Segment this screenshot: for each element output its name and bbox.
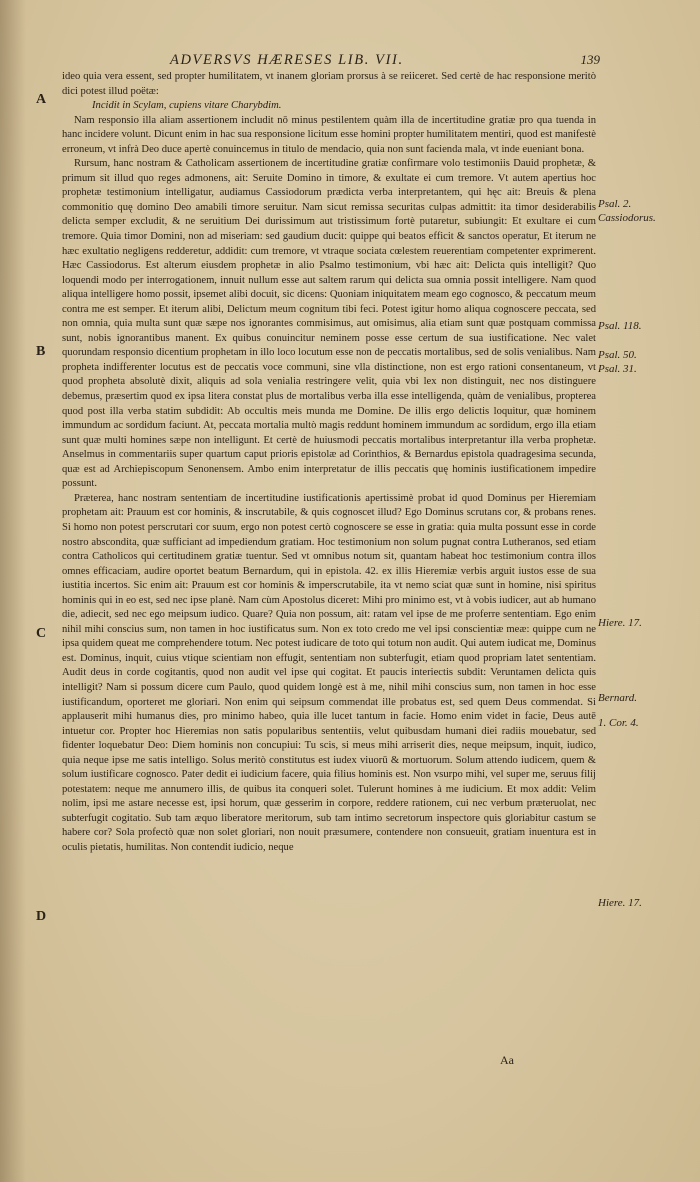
main-text-block — [62, 70, 596, 856]
marginal-note: Psal. 118. — [598, 320, 642, 332]
marginal-note: Psal. 31. — [598, 363, 637, 375]
running-head: ADVERSVS HÆRESES LIB. VII. — [170, 52, 404, 68]
marginal-note: Psal. 2. — [598, 198, 632, 210]
section-marker-d: D — [36, 909, 47, 924]
section-marker-b: B — [36, 344, 46, 359]
marginal-note: Psal. 50. — [598, 349, 637, 361]
paragraph: Præterea, hanc nostram sententiam de incertitudine iustificationis apertissimè probat id quod Dominus per Hieremiam prophetam ait: Prauum est cor hominis, & inscrutabile, & quis cognoscet illud? Ego Dominus scrutans cor, & probans renes. Si homo non potest perscrutari cor suum, ergo non potest certò cognoscere se esse in gratia: quia multa possunt esse in corde nostro abscondita, quæ sufficiant ad impediendum gratiam. Hoc testimonium non solum pugnat contra Lutheranos, sed etiam contra Catholicos qui certitudinem gratiæ tuentur. Sed vt omnibus notum sit, quantam habeat hoc testimonium contra illos omnes efficaciam, audire oportet beatum Bernardum, qui in epistola. 42. ex illis Hieremiæ verbis arguit iustos esse de sua iustitia incertos. Sic enim ait: Prauum est cor hominis & imperscrutabile, ita vt nemo sciat quæ sunt in homine, nisi spiritus hominis qui in eo est, sed nec ipse planè. Nam cùm Apostolus diceret: Mihi pro minimo est, vt à vobis iudicer, aut ab humano die, adiecit, sed nec ego meipsum iudico. Quare? Quia non possum, ait: ratam vel ipse de me proferre sententiam. Ego enim nihil mihi conscius sum, non tamen in hoc iustificatus sum. Non ex toto credo me vel ipsi conscientiæ meæ: quippe cum ne ipsa quidem queat me comprehendere totum. Nec potest iudicare de toto qui totum non audit. Qui autem iudicat me, Dominus est. Dominus, inquit, cuius vtique scientiam non effugit, sententiam non subterfugit, etiam quod propriam latet sententiam. Audit deus in corde cogitantis, quod non audit vel ipse qui cogitat. Et paucis interiectis subdit: Veruntamen delicta quis intelligit? Nam si possum dicere cum Paulo, quod quidem longè est à me, nihil mihi conscius sum, non tamen in hoc esse iustificandum, oporteret me gloriari. Non enim qui seipsum commendat ille probatus est, sed quem Deus commendat. Si applauserit mihi humanus dies, pro minimo habeo, quia ille lucet tantum in facie. Homo enim videt in facie, Deus autē intuetur cor. Propter hoc Hieremias non satis popularibus sententiis, velut quibusdam humani diei radiis mouebatur, sed fidenter loquebatur Deo: Diem hominis non concupiui: Tu scis, si meus mihi arriserit dies, neque meipsum, inquit, iudico, quia neque ipse me satis intelligo. Solus meritò constitutus est iudex viuorū & mortuorum. Solum attendo iudicem, quem & solum iustificare cognosco. Pater dedit ei iudicium facere, quia filius hominis est. Non vsurpo mihi, vel super me, seruus filij potestatem: neque me annumero illis, de quibus ita conqueri solet. Tulerunt homines à me iudicium. Et mox addit: Velim nolim, ipsi me astare necesse est, ipsi horum, quæ gesserim in corpore, reddere rationem, cui nec verbum præteruolat, nec subterfugit cogitatio. Sub tam æquo liberatore meritorum, sub tam intimo secretorum inspectore quis gloriabitur castum se habere cor? Sola profectò quæ non solet gloriari, non nouit præsumere, contendere non consueuit, gratiam inuentura est in oculis pietatis, humilitas. Non contendit iudicio, neque — [62, 492, 596, 853]
marginal-note: Cassiodorus. — [598, 212, 656, 224]
section-marker-a: A — [36, 92, 47, 107]
marginal-note: Hiere. 17. — [598, 897, 642, 909]
paragraph: Nam responsio illa aliam assertionem includit nō minus pestilentem quàm illa de incertitudine gratiæ pro qua tuenda in hanc incidere volunt. Dicunt enim in hac sua responsione licitum esse homini propter humilitatem mentiri, quod est manifestè erroneum, vt infrà Deo duce apertè conuincemus in titulo de mendacio, quia non sunt facienda mala, vt inde eueniant bona. — [62, 114, 596, 155]
verse-quotation: Incidit in Scylam, cupiens vitare Charybdim. — [92, 100, 282, 112]
marginal-note: Bernard. — [598, 692, 638, 704]
page-number: 139 — [580, 52, 600, 67]
paragraph: Rursum, hanc nostram & Catholicam assertionem de incertitudine gratiæ confirmare volo testimoniis Dauid prophetæ, & primum sit illud quo reges admonens, ait: Seruite Domino in timore, & exultate ei cum tremore. Vt autem apertius hoc prophetæ testimonium intelligatur, audiamus Cassiodorum prædicta verba interpretantem, qui hęc ait: Breuis & plena commonitio quę domino Deo amabili timore seruitur. Nam sicut remissa securitas culpas admittit: ita timor desiderabilis delicta semper excludit, & ne seruitium Dei durissimum aut tristissimum fortè putaretur, subiungit: Et exultare ei cum tremore. Quia timor Domini, non ad miseriam: sed gaudium ducit: quippe qui beatos efficit & sanctos operatur, Et iterum ne hæc exultatio negligens redderetur, addidit: cum tremore, vt vtraque sociata cœlestem reuerentiam competenter exprimerent. Hæc Cassiodorus. Est alterum eiusdem prophetæ in alio Psalmo testimonium, vbi hæc ait: Delicta quis intelligit? Quo loquendi modo per interrogationem, innuit nullum esse aut saltem rarum qui delicta sua omnia possit intelligere. Nam quod aliqua intelligere homo possit, ipsemet alibi docuit, sic dicens: Quoniam iniquitatem meam ego cognosco, & peccatum meum contra me est semper. Et iterum alibi, Delictum meum cognitum tibi feci. Potest igitur homo aliqua cognoscere peccata, sed non omnia, quia multa sunt quæ sæpe nos ignorantes commisimus, aut omisimus, alia etiam sunt quæ postquam commissa sunt, nobis ignorantibus manent. Ex quibus conuincitur neminem posse esse certum de sua iustificatione. Nec valet quorundam responsio dicentium prophetam in illo loco locutum esse non de peccatis mortalibus, sed de solis venialibus. Nam propheta indifferenter locutus est de peccatis voce communi, sine vlla distinctione, non est ergo rationi consentaneum, vt quod propheta absolutè dixit, aliquis ad sola venialia restringere velit, quia vbi lex non distinguit, nec nos distinguere debemus, præsertim quod ex ipsa litera constat plus de mortalibus verba illa esse intelligenda, quàm de venialibus, propterea quod post illa verba statim subdidit: Ab occultis meis munda me Domine. De illis ergo delictis loquitur, quæ hominem immundum ac sordidum faciunt. At, peccata mortalia multò magis reddunt hominem immundum ac sordidum, ergo illa etiam sunt quæ multi homines sæpe non intelligunt. Et certè de huiusmodi peccatis mortalibus interpretantur illa verba prophetæ. Anselmus in commentariis super quartum caput prioris epistolæ ad Corinthios, & Bernardus epistola quadragesima secunda, quæ est ad Archiepiscopum Senonensem. Ambo enim interpretatur de illis peccatis quę hominis iustificationem impedire possunt. — [62, 158, 596, 490]
catchword: Aa — [500, 1053, 514, 1067]
marginal-note: Hiere. 17. — [598, 617, 642, 629]
marginal-note: 1. Cor. 4. — [598, 717, 639, 729]
paragraph: ideo quia vera essent, sed propter humilitatem, vt inanem gloriam prorsus à se reiiceret. Sed certè de hac responsione meritò dici potest illud poëtæ: — [62, 71, 596, 97]
section-marker-c: C — [36, 626, 47, 641]
gutter-shadow — [0, 0, 26, 1182]
